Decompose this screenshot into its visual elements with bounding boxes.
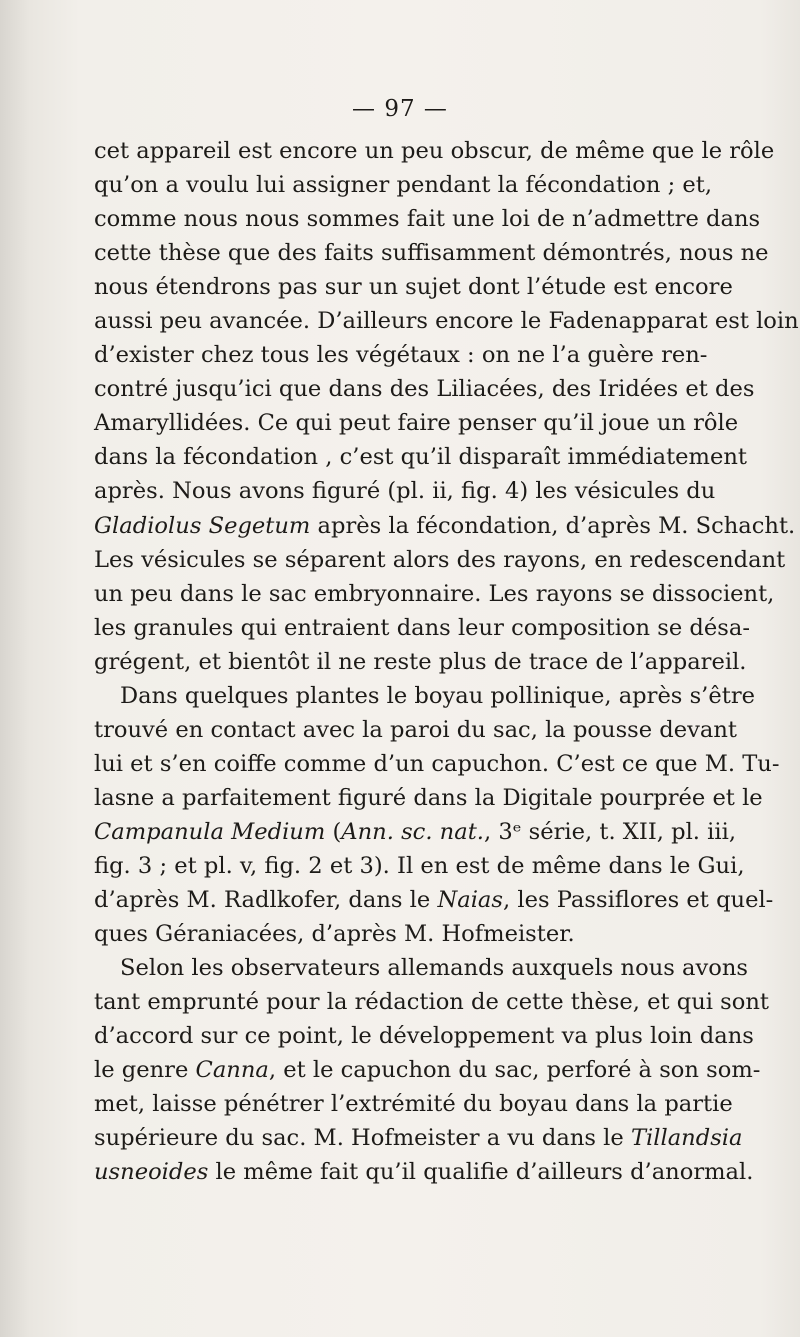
text-line <box>94 168 713 202</box>
text-line <box>94 134 775 168</box>
text-line <box>94 747 780 781</box>
text-run: , 3ᵉ série, t. XII, pl. iii, <box>483 818 737 845</box>
text-line <box>94 679 755 713</box>
text-run: Amaryllidées. Ce qui peut faire penser qu’il joue un rôle <box>94 410 739 437</box>
text-run: cet appareil est encore un peu obscur, de même que le rôle <box>94 138 775 164</box>
italic-text: Ann. sc. nat. <box>341 818 484 845</box>
italic-text: usneoides <box>94 1159 209 1186</box>
text-run: le même fait qu’il qualifie d’ailleurs d’anormal. <box>208 1159 754 1186</box>
text-run: aussi peu avancée. D’ailleurs encore le Fadenapparat est loin <box>94 308 799 335</box>
text-line <box>94 509 796 543</box>
text-run: ques Géraniacées, d’après M. Hofmeister. <box>94 921 575 948</box>
text-run: les granules qui entraient dans leur composition se désa- <box>94 614 750 641</box>
text-line <box>94 951 749 985</box>
text-line <box>94 270 733 304</box>
text-run: après la fécondation, d’après M. Schacht. <box>310 512 796 539</box>
text-run: grégent, et bientôt il ne reste plus de trace de l’appareil. <box>94 648 747 675</box>
text-line <box>94 1121 743 1155</box>
text-line <box>94 781 763 815</box>
text-run: d’accord sur ce point, le développement va plus loin dans <box>94 1023 754 1050</box>
text-run: le genre <box>94 1057 196 1084</box>
italic-text: Tillandsia <box>630 1125 743 1152</box>
page-number: — 97 — <box>352 96 448 122</box>
text-line <box>94 815 737 849</box>
text-run: tant emprunté pour la rédaction de cette thèse, et qui sont <box>94 989 769 1016</box>
text-line <box>94 985 769 1019</box>
text-run: lasne a parfaitement figuré dans la Digitale pourprée et le <box>94 784 763 811</box>
text-run: un peu dans le sac embryonnaire. Les rayons se dissocient, <box>94 580 775 607</box>
italic-text: Campanula Medium <box>94 818 326 845</box>
text-run: dans la fécondation , c’est qu’il disparaît immédiatement <box>94 444 747 471</box>
text-run: comme nous nous sommes fait une loi de n’admettre dans <box>94 206 761 233</box>
text-line <box>94 406 739 440</box>
text-run: d’après M. Radlkofer, dans le <box>94 887 438 914</box>
body-text <box>94 134 799 1189</box>
text-run: d’exister chez tous les végétaux : on ne l’a guère ren- <box>94 342 708 369</box>
text-line <box>94 1053 761 1087</box>
text-line <box>94 202 761 236</box>
text-run: Dans quelques plantes le boyau pollinique, après s’être <box>120 682 755 709</box>
italic-text: Canna <box>195 1057 269 1084</box>
text-line <box>94 917 700 951</box>
text-line <box>94 236 769 270</box>
text-run: contré jusqu’ici que dans des Liliacées, des Iridées et des <box>94 376 755 403</box>
text-line <box>94 713 738 747</box>
text-line <box>94 543 786 577</box>
text-run: Les vésicules se séparent alors des rayons, en redescendant <box>94 546 786 573</box>
text-run: après. Nous avons figuré (pl. ii, fig. 4) les vésicules du <box>94 478 716 505</box>
text-line <box>94 849 745 883</box>
text-run: cette thèse que des faits suffisamment démontrés, nous ne <box>94 240 769 267</box>
text-run: qu’on a voulu lui assigner pendant la fécondation ; et, <box>94 172 713 199</box>
italic-text: Naias <box>437 887 503 914</box>
text-line <box>94 645 747 679</box>
text-line <box>94 1019 754 1053</box>
text-line <box>94 304 799 338</box>
text-line <box>94 372 755 406</box>
text-run: ( <box>325 818 342 845</box>
text-run: Selon les observateurs allemands auxquels nous avons <box>120 955 749 982</box>
text-run: met, laisse pénétrer l’extrémité du boyau dans la partie <box>94 1091 733 1118</box>
text-line <box>94 338 708 372</box>
text-line <box>94 474 716 508</box>
text-run: lui et s’en coiffe comme d’un capuchon. C’est ce que M. Tu- <box>94 750 780 777</box>
text-run: nous étendrons pas sur un sujet dont l’étude est encore <box>94 274 733 301</box>
text-run: , les Passiflores et quel- <box>503 887 774 914</box>
italic-text: Gladiolus Segetum <box>94 512 311 539</box>
text-line <box>94 883 774 917</box>
text-line <box>94 577 775 611</box>
text-run: fig. 3 ; et pl. v, fig. 2 et 3). Il en est de même dans le Gui, <box>94 852 745 879</box>
text-line <box>94 440 747 474</box>
text-run: supérieure du sac. M. Hofmeister a vu dans le <box>94 1125 631 1152</box>
text-run: trouvé en contact avec la paroi du sac, la pousse devant <box>94 716 738 743</box>
text-run: , et le capuchon du sac, perforé à son som- <box>268 1057 761 1084</box>
text-line <box>94 1155 754 1189</box>
text-line <box>94 611 750 645</box>
text-line <box>94 1087 733 1121</box>
